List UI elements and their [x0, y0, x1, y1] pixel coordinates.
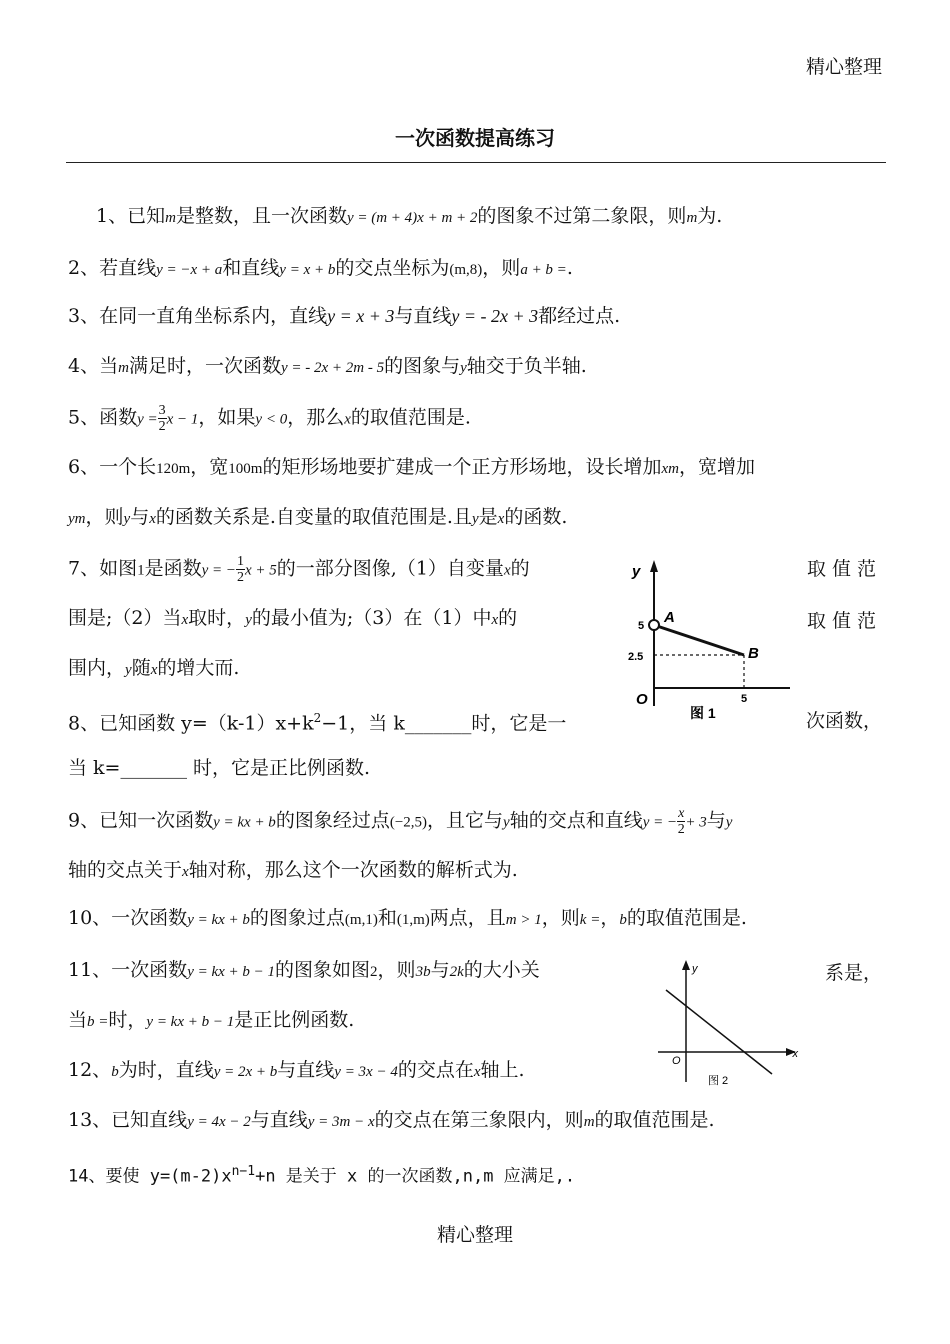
q1-text: 的图象不过第二象限，则 [477, 205, 687, 227]
fig2-line [666, 990, 772, 1074]
q2-formula: y = −x + a [156, 262, 223, 278]
q12-var: b [111, 1064, 119, 1080]
q7-fig-num: 1 [137, 562, 145, 579]
q10-var: b [619, 912, 627, 928]
fig1-tick-5: 5 [638, 620, 645, 632]
q2-text: 2、若直线 [68, 257, 157, 279]
q9-text: 轴的交点和直线 [509, 809, 643, 832]
q7-var: x [503, 562, 511, 579]
q9-text: 轴对称，那么这个一次函数的解析式为. [188, 859, 518, 881]
q1-text: 为. [697, 205, 723, 227]
q3-formula: y = - 2x + 3 [451, 306, 539, 326]
question-14 [68, 1160, 575, 1189]
q6-text: ，宽增加 [678, 456, 755, 478]
q12-text: 12、 [68, 1059, 112, 1081]
fig2-y-label: y [692, 963, 698, 975]
q6-text: 的函数关系是.自变量的取值范围是.且 [155, 506, 472, 528]
q6-text: 6、一个长 [68, 456, 157, 478]
q6-text: ，则 [85, 506, 124, 528]
q1-var: m [165, 210, 176, 226]
q4-text: 的图象与 [384, 355, 461, 377]
question-9 [68, 806, 732, 837]
q3-text: 都经过点. [538, 305, 621, 327]
q7-formula: x + 5 [245, 562, 277, 579]
frac-den: 2 [677, 822, 685, 837]
q12-formula: y = 3x − 4 [334, 1064, 398, 1080]
fig1-tick-2-5: 2.5 [628, 651, 644, 663]
question-7-line2 [68, 606, 517, 632]
q11-text: ，则 [377, 959, 416, 981]
q9-text: ，且它与 [427, 809, 504, 832]
q8-right: 次函数， [805, 710, 882, 732]
q12-text: 的交点在 [397, 1059, 474, 1081]
q11-formula: y = kx + b − 1 [187, 964, 276, 980]
q6-var: y [471, 511, 479, 527]
q1-text: 是整数，且一次函数 [175, 205, 347, 227]
q7-right-1: 取值范 [806, 558, 882, 580]
question-2 [68, 256, 573, 282]
q11-text: 时， [108, 1009, 147, 1031]
fig1-y-arrow-icon [650, 560, 658, 572]
question-11-cont [68, 1008, 354, 1034]
q5-text: ，如果 [198, 406, 256, 429]
q6-text: 是 [478, 506, 498, 528]
fig1-segment-AB [654, 625, 744, 655]
fig2-y-arrow-icon [682, 960, 690, 970]
page-header: 精心整理 [805, 56, 882, 78]
frac-num: 3 [158, 403, 166, 418]
q7-text: 围是;（2）当 [68, 607, 182, 629]
q13-text: 与直线 [250, 1109, 308, 1131]
q5-fraction [158, 403, 167, 434]
q12-text: 为时，直线 [118, 1059, 214, 1081]
q2-formula: y = x + b [279, 262, 336, 278]
q11-fig-num: 2 [370, 964, 378, 980]
q9-formula: y = − [642, 814, 678, 831]
title-rule [66, 162, 886, 163]
frac-den: 2 [158, 419, 166, 434]
q9-formula: + 3 [685, 814, 707, 831]
q1-var: m [686, 210, 698, 226]
q9-text: 9、已知一次函数 [68, 809, 214, 832]
q9-var: y [725, 814, 733, 831]
q6-text: 的矩形场地要扩建成一个正方形场地，设长增加 [262, 456, 662, 478]
q13-formula: y = 4x − 2 [187, 1114, 251, 1130]
q5-text: 5、函数 [68, 406, 138, 429]
q7-formula: y = − [201, 562, 237, 579]
q10-condition: m > 1 [505, 912, 542, 928]
q10-text: ，则 [541, 907, 580, 929]
q1-formula: y = (m + 4)x + m + 2 [346, 210, 478, 226]
q2-text: . [566, 257, 573, 279]
q10-formula: y = kx + b [187, 912, 250, 928]
q10-point: (m,1) [344, 912, 378, 928]
question-7 [68, 554, 530, 585]
q2-point: (m,8) [449, 262, 483, 278]
q7-text: 取时， [188, 607, 246, 629]
q9-point: (−2,5) [389, 814, 428, 831]
q7-var: y [245, 612, 252, 628]
q7-text: 的 [510, 557, 530, 580]
q13-formula: y = 3m − x [307, 1114, 375, 1130]
fig1-y-label: y [632, 563, 641, 580]
q9-text: 与 [706, 809, 726, 832]
question-6-cont [68, 505, 567, 531]
q10-point: (1,m) [396, 912, 430, 928]
fig1-caption: 图 1 [690, 705, 716, 721]
q2-text: 的交点坐标为 [335, 257, 450, 279]
q11-condition: b = [87, 1014, 109, 1030]
q11-term: 3b [415, 964, 431, 980]
question-6 [68, 455, 755, 481]
q7-var: x [491, 612, 499, 628]
q2-text: ，则 [482, 257, 521, 279]
question-11 [68, 958, 540, 984]
q9-formula: y = kx + b [213, 814, 276, 831]
fig1-label-B: B [748, 645, 759, 662]
q10-text: 两点，且 [429, 907, 506, 929]
q4-text: 4、当 [68, 355, 119, 377]
q6-var: x [149, 511, 156, 527]
question-5 [68, 403, 471, 434]
fig2-caption: 图 2 [708, 1075, 729, 1087]
question-8-cont: 当 k=_______ 时，它是正比例函数. [68, 757, 371, 779]
question-13 [68, 1108, 715, 1134]
page-footer: 精心整理 [436, 1224, 513, 1246]
q4-formula: y = - 2x + 2m - 5 [280, 360, 385, 376]
fig2-x-label: x [792, 1048, 798, 1060]
fig1-label-A: A [664, 609, 675, 626]
q7-text: 随 [131, 657, 151, 679]
q12-text: 轴上. [480, 1059, 525, 1081]
q7-var: y [125, 662, 132, 678]
q7-text: 的增大而. [157, 657, 240, 679]
q13-var: m [583, 1114, 595, 1130]
q6-length: 120m [156, 461, 191, 477]
q14-exponent: n−1 [231, 1164, 256, 1179]
q5-text: ，那么 [287, 406, 345, 429]
question-7-line3 [68, 656, 239, 682]
q6-var: x [497, 511, 505, 527]
q11-text: 11、一次函数 [68, 959, 188, 981]
q6-var: y [123, 511, 131, 527]
q14-text: 14、要使 y=(m-2)x [68, 1166, 232, 1187]
fig1-tick-x5: 5 [741, 693, 748, 705]
q8-text: −1，当 k_______时，它是一 [321, 712, 567, 735]
q9-text: 的图象经过点 [275, 809, 390, 832]
q11-term: 2k [449, 964, 464, 980]
frac-den: 2 [237, 570, 245, 585]
q11-text: 与 [430, 959, 450, 981]
q14-text: +n 是关于 x 的一次函数,n,m 应满足,. [255, 1166, 576, 1187]
q11-text: 的大小关 [463, 959, 540, 981]
q12-var: x [473, 1064, 481, 1080]
q7-text: 是函数 [144, 557, 202, 580]
q7-text: 的 [498, 607, 518, 629]
q4-var: m [118, 360, 129, 376]
frac-num: x [678, 806, 685, 821]
q9-var: x [182, 864, 189, 880]
q6-text: 与 [130, 506, 150, 528]
q6-var: ym [68, 511, 86, 527]
q13-text: 的交点在第三象限内，则 [374, 1109, 584, 1131]
q8-exponent: 2 [313, 711, 322, 725]
q3-text: 3、在同一直角坐标系内，直线 [68, 305, 328, 327]
fig1-point-A [649, 620, 659, 630]
q8-text: 8、已知函数 y=（k-1）x+k [68, 712, 314, 735]
q7-right-2: 取值范 [806, 610, 882, 632]
q12-formula: y = 2x + b [213, 1064, 278, 1080]
q10-text: ， [600, 907, 620, 929]
q7-text: 的一部分图像,（1）自变量 [276, 557, 504, 580]
q10-text: 的取值范围是. [626, 907, 747, 929]
q3-text: 与直线 [394, 305, 452, 327]
q4-text: 满足时，一次函数 [128, 355, 281, 377]
q10-text: 的图象过点 [249, 907, 345, 929]
q5-condition: y < 0 [255, 411, 288, 428]
q10-text: 10、一次函数 [68, 907, 188, 929]
question-8 [68, 706, 566, 735]
q6-text: 的函数. [504, 506, 568, 528]
q6-width: 100m [228, 461, 263, 477]
q9-var: y [503, 814, 510, 831]
q7-fraction [236, 554, 245, 585]
q1-text: 1、已知 [96, 205, 166, 227]
q13-text: 13、已知直线 [68, 1109, 188, 1131]
question-9-cont [68, 858, 518, 884]
q5-var: x [344, 411, 351, 428]
q13-text: 的取值范围是. [594, 1109, 715, 1131]
question-1 [96, 204, 722, 230]
question-12 [68, 1058, 525, 1084]
page-title: 一次函数提高练习 [395, 126, 555, 150]
q11-text: 是正比例函数. [234, 1009, 355, 1031]
q5-text: 的取值范围是. [350, 406, 471, 429]
q10-var: k = [579, 912, 601, 928]
figure-2 [652, 956, 802, 1092]
q7-var: x [181, 612, 189, 628]
q11-text: 当 [68, 1009, 88, 1031]
figure-1 [624, 556, 796, 726]
question-10 [68, 906, 747, 932]
q10-text: 和 [377, 907, 397, 929]
frac-num: 1 [237, 554, 245, 569]
q5-formula: x − 1 [166, 411, 199, 428]
q3-formula: y = x + 3 [327, 306, 395, 326]
q7-text: 围内， [68, 657, 126, 679]
q7-var: x [150, 662, 158, 678]
q9-text: 轴的交点关于 [68, 859, 183, 881]
q11-text: 的图象如图 [275, 959, 371, 981]
q7-text: 7、如图 [68, 557, 138, 580]
q2-formula: a + b = [520, 262, 567, 278]
q6-text: ，宽 [190, 456, 229, 478]
q6-var: xm [661, 461, 679, 477]
question-4 [68, 354, 587, 380]
q4-var: y [460, 360, 467, 376]
q5-formula: y = [137, 411, 158, 428]
question-3 [68, 304, 620, 328]
fig2-origin: O [672, 1055, 681, 1067]
fig1-origin: O [636, 691, 648, 708]
q11-formula: y = kx + b − 1 [146, 1014, 235, 1030]
q11-right: 系是， [824, 962, 882, 984]
q2-text: 和直线 [222, 257, 280, 279]
q7-text: 的最小值为;（3）在（1）中 [251, 607, 492, 629]
q12-text: 与直线 [277, 1059, 335, 1081]
q4-text: 轴交于负半轴. [466, 355, 587, 377]
